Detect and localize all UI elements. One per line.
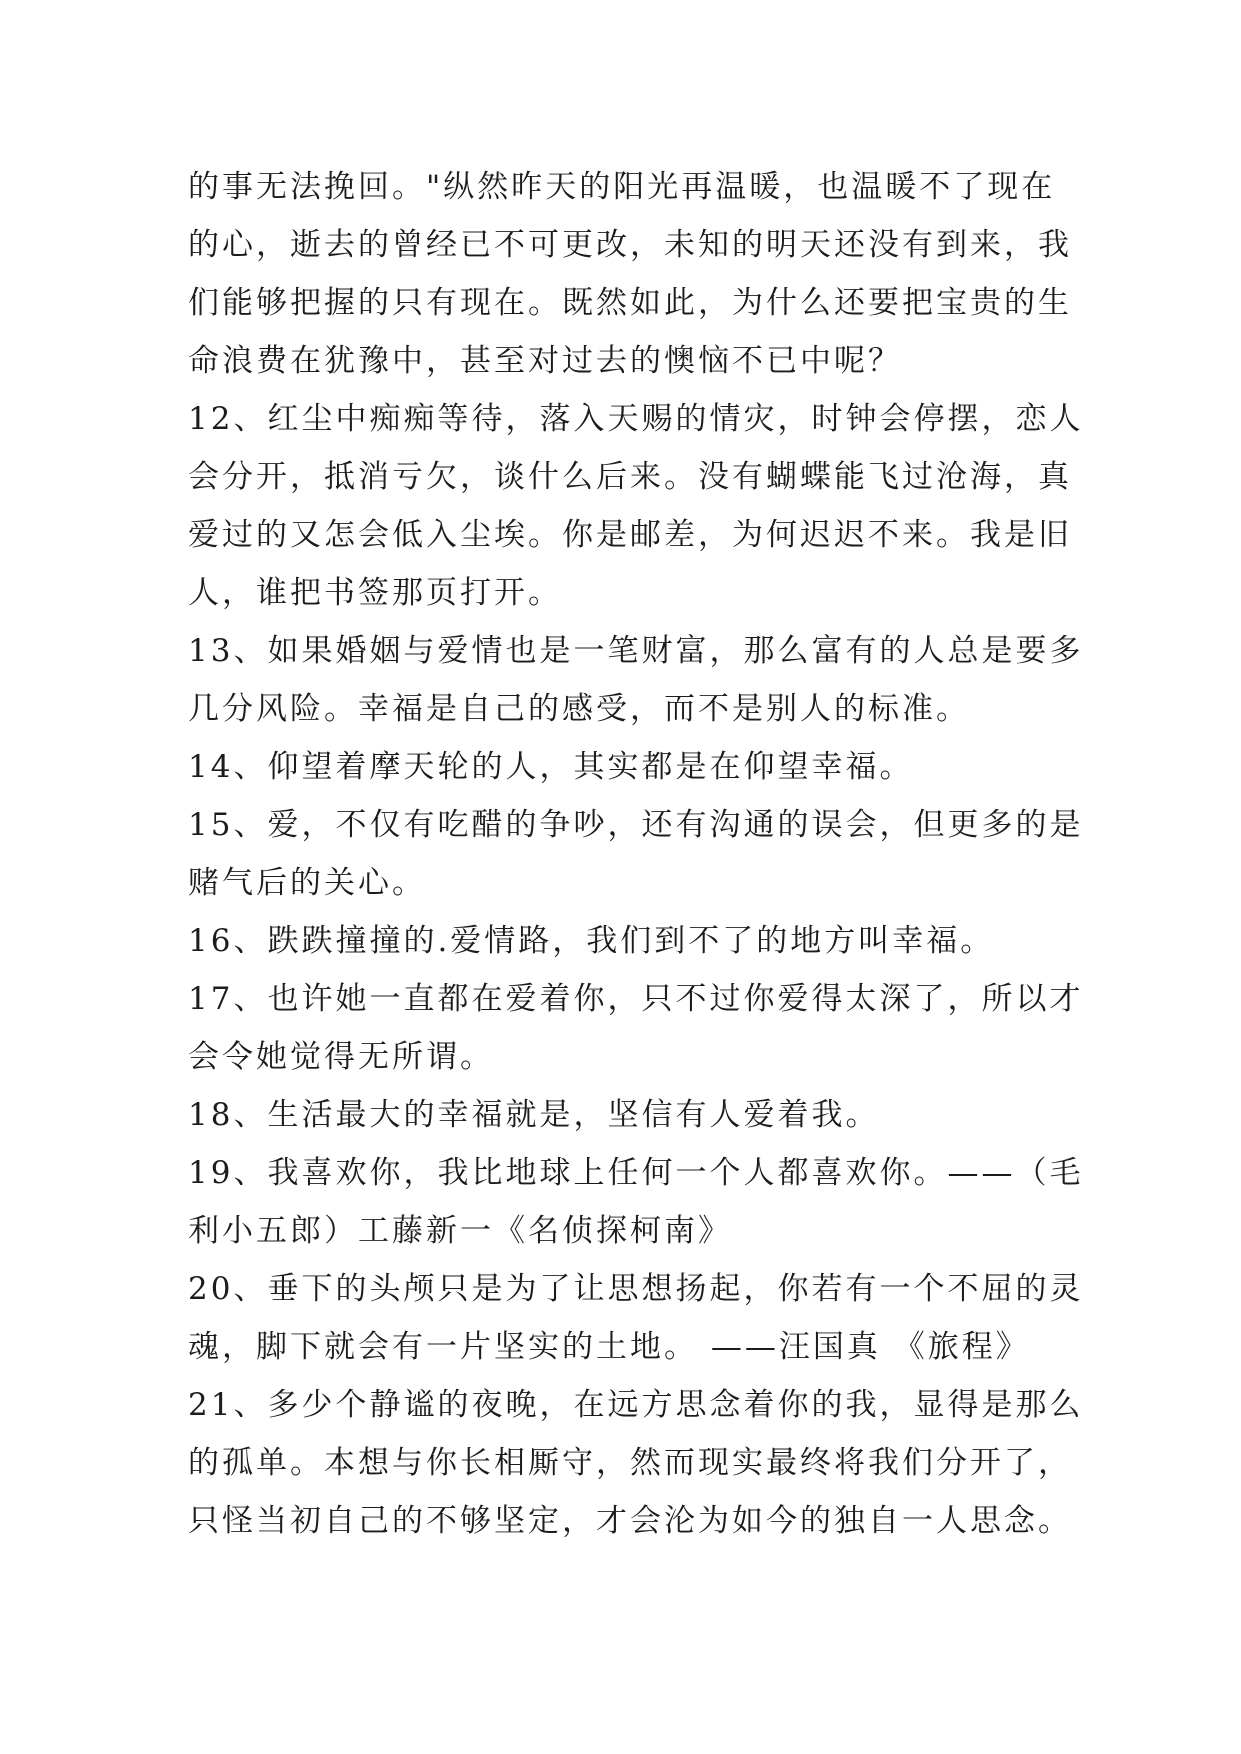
text-line: 20、垂下的头颅只是为了让思想扬起，你若有一个不屈的灵 — [188, 1271, 1084, 1307]
text-line: 的心，逝去的曾经已不可更改，未知的明天还没有到来，我 — [188, 227, 1072, 263]
text-line: 赌气后的关心。 — [188, 865, 426, 901]
text-line: 13、如果婚姻与爱情也是一笔财富，那么富有的人总是要多 — [188, 633, 1084, 669]
text-line: 爱过的又怎会低入尘埃。你是邮差，为何迟迟不来。我是旧 — [188, 517, 1072, 553]
text-line: 14、仰望着摩天轮的人，其实都是在仰望幸福。 — [188, 749, 914, 785]
text-line: 命浪费在犹豫中，甚至对过去的懊恼不已中呢？ — [188, 343, 902, 379]
text-line: 18、生活最大的幸福就是，坚信有人爱着我。 — [188, 1097, 880, 1133]
text-line: 几分风险。幸福是自己的感受，而不是别人的标准。 — [188, 691, 970, 727]
text-line: 魂，脚下就会有一片坚实的土地。 ——汪国真 《旅程》 — [188, 1329, 1030, 1365]
text-line: 的事无法挽回。"纵然昨天的阳光再温暖，也温暖不了现在 — [188, 169, 1056, 205]
text-line: 15、爱，不仅有吃醋的争吵，还有沟通的误会，但更多的是 — [188, 807, 1084, 843]
text-line: 只怪当初自己的不够坚定，才会沦为如今的独自一人思念。 — [188, 1503, 1072, 1539]
text-line: 们能够把握的只有现在。既然如此，为什么还要把宝贵的生 — [188, 285, 1072, 321]
text-line: 19、我喜欢你，我比地球上任何一个人都喜欢你。——（毛 — [188, 1155, 1084, 1191]
text-line: 16、跌跌撞撞的.爱情路，我们到不了的地方叫幸福。 — [188, 923, 995, 959]
text-line: 人，谁把书签那页打开。 — [188, 575, 562, 611]
text-line: 17、也许她一直都在爱着你，只不过你爱得太深了，所以才 — [188, 981, 1084, 1017]
text-line: 21、多少个静谧的夜晚，在远方思念着你的我，显得是那么 — [188, 1387, 1084, 1423]
text-line: 12、红尘中痴痴等待，落入天赐的情灾，时钟会停摆，恋人 — [188, 401, 1084, 437]
text-line: 的孤单。本想与你长相厮守，然而现实最终将我们分开了， — [188, 1445, 1072, 1481]
text-line: 利小五郎）工藤新一《名侦探柯南》 — [188, 1213, 732, 1249]
text-line: 会令她觉得无所谓。 — [188, 1039, 494, 1075]
document-body — [188, 158, 1084, 1550]
text-line: 会分开，抵消亏欠，谈什么后来。没有蝴蝶能飞过沧海，真 — [188, 459, 1072, 495]
